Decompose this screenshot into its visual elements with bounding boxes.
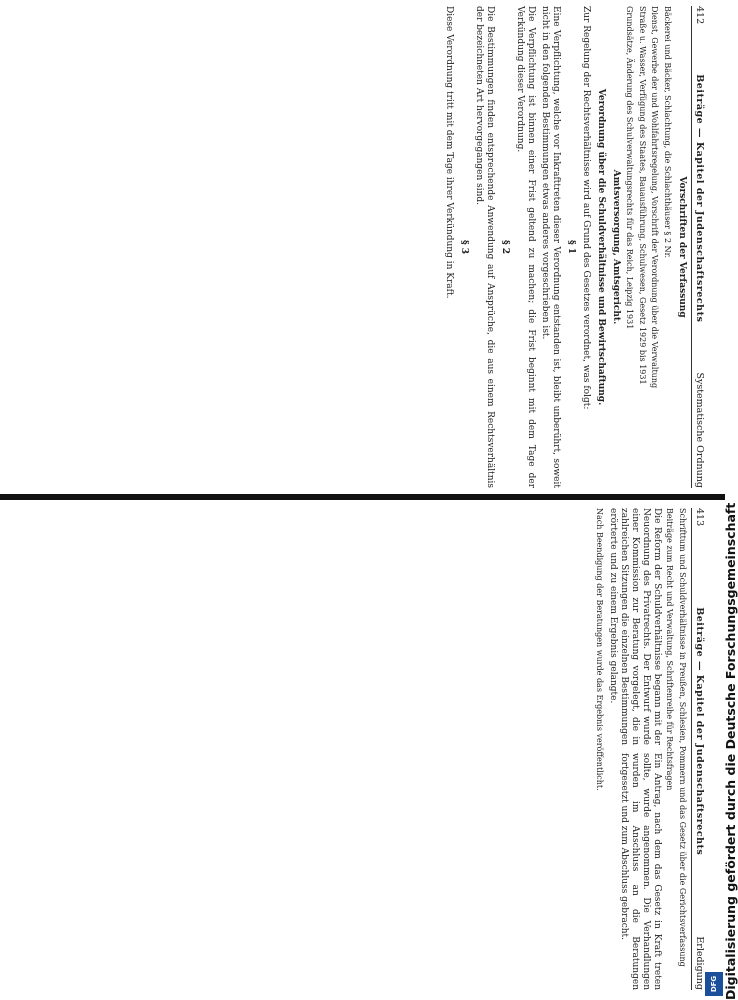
top-heading-1: Amtsversorgung, Amtsgericht. (611, 169, 621, 325)
bottom-col-right-text: Ein Antrag, nach dem das Gesetz in Kraft treten sollte, wurde angenommen. Die Verhandlungen wurden im Anschluss an die Beratungen fortgesetzt und zum Abschluss gebracht. (619, 753, 662, 990)
top-section-1: § 1 (566, 239, 576, 255)
top-section-3: § 3 (459, 239, 469, 255)
page-divider (0, 494, 725, 500)
top-paragraph-1: Zur Regelung der Rechtsverhältnisse wird auf Grund des Gesetzes verordnet, was folgt: (581, 6, 591, 410)
bottom-intro: Schrifttum und Schuldverhältnisse in Preußen, Schlesien, Pommern und das Gesetz über die Gerichtsverfassung (678, 508, 687, 967)
top-entry-3: Straße u. Wasser, Verfügung des Staates, Bauausführung, Schulwesen, Gesetz 1929 bis 1931 (638, 6, 647, 385)
top-heading-2: Verordnung über die Schuldverhältnisse und Bewirtschaftung. (596, 88, 606, 406)
bottom-columns (604, 508, 662, 990)
top-paragraph-4: Die Bestimmungen finden entsprechende Anwendung auf Ansprüche, die aus einem Rechtsverhältnis der bezeichneten Art hervorgegangen sind. (474, 6, 495, 488)
top-page-number: 412 (694, 6, 705, 25)
bottom-right-label: Erledigung (694, 936, 705, 990)
top-page-body (443, 6, 687, 488)
top-running-title: Beiträge — Kapitel der Judenschaftsrechts (694, 74, 705, 323)
top-paragraph-5: Diese Verordnung tritt mit dem Tage ihrer Verkündung in Kraft. (444, 6, 454, 299)
bottom-entry-1: Beiträge zum Recht und Verwaltung, Schriftenreihe für Rechtsfragen (665, 508, 675, 791)
top-page (15, 6, 705, 488)
top-right-label: Systematische Ordnung (694, 372, 705, 488)
dfg-logo-text: DFG (710, 975, 718, 993)
dfg-logo-icon (705, 972, 723, 996)
top-page-header (691, 6, 705, 488)
bottom-col-left-text: Die Reform der Schuldverhältnisse begann mit der Neuordnung des Privatrechts. Der Entwurf wurde einer Kommission zur Beratung vorgelegt, die in zahlreichen Sitzungen die einzelnen Bestimmungen erörterte und zu einem Ergebnis gelangte. (608, 508, 662, 746)
top-entry-4: Grundsätze, Änderung des Schulverwaltungsrechts für das Reich, Leipzig 1931 (625, 6, 635, 330)
top-entry-2: Dienst, Gewerbe der und Wohlfahrtsregelung, Vorschrift der Verordnung über die Verwaltung (650, 6, 660, 389)
bottom-note: Nach Beendigung der Beratungen wurde das Ergebnis veröffentlicht. (595, 508, 604, 791)
bottom-col-right (604, 753, 662, 990)
top-paragraph-3: Die Verpflichtung ist binnen einer Frist geltend zu machen; die Frist beginnt mit dem Tage der Verkündung dieser Verordnung. (515, 6, 536, 488)
bottom-page-body (595, 508, 688, 990)
bottom-running-title: Beiträge — Kapitel der Judenschaftsrechts (694, 607, 705, 856)
bottom-page (5, 508, 705, 990)
top-section-2: § 2 (500, 239, 510, 255)
bottom-page-number: 413 (694, 508, 705, 527)
top-entry-1: Bäckerei und Bäcker, Schlachtung, die Schlachthäuser § 2 Nr. (663, 6, 672, 259)
dfg-banner (703, 502, 738, 1000)
bottom-col-left (604, 508, 662, 745)
top-section-title: Vorschriften der Verfassung (677, 176, 687, 318)
dfg-banner-text: Digitalisierung gefördert durch die Deutsche Forschungsgemeinschaft (723, 502, 738, 1000)
top-paragraph-2: Eine Verpflichtung, welche vor Inkrafttreten dieser Verordnung entstanden ist, bleibt unberührt, soweit nicht in den folgenden Bestimmungen etwas anderes vorgeschrieben ist. (540, 6, 561, 488)
